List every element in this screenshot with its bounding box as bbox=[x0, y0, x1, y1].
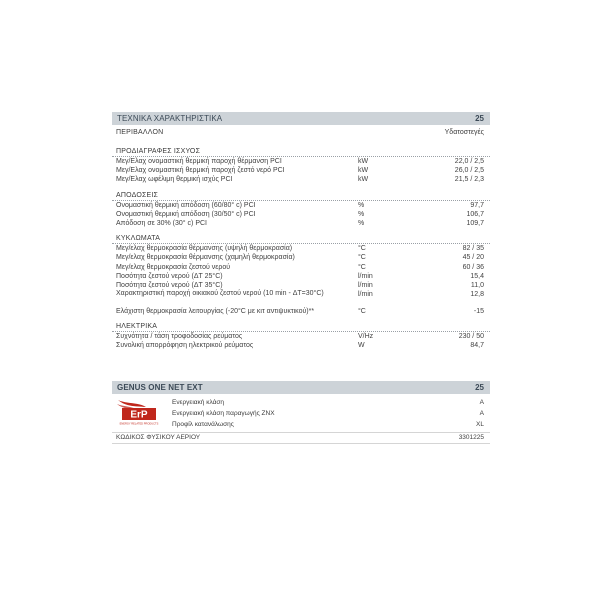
spec-value: -15 bbox=[473, 308, 484, 316]
spec-unit: °C bbox=[358, 308, 366, 316]
spec-value: 230 / 50 bbox=[458, 333, 484, 341]
spec-row bbox=[112, 341, 490, 350]
tech-specs-column: 25 bbox=[475, 114, 484, 123]
spec-label: Μεγ/Ελαχ ονομαστική θερμική παροχή θέρμανση PCI bbox=[116, 158, 282, 165]
spec-unit: l/min bbox=[358, 281, 373, 289]
erp-row bbox=[172, 397, 490, 408]
erp-label: Προφίλ κατανάλωσης bbox=[172, 420, 234, 428]
erp-header bbox=[112, 381, 490, 394]
erp-value: A bbox=[479, 398, 484, 406]
erp-column: 25 bbox=[475, 382, 484, 392]
spec-unit: °C bbox=[358, 263, 366, 271]
spec-row bbox=[112, 244, 490, 253]
spec-label: Ποσότητα ζεστού νερού (ΔT 35°C) bbox=[116, 281, 223, 289]
section-title: ΠΡΟΔΙΑΓΡΑΦΕΣ ΙΣΧΥΟΣ bbox=[116, 148, 201, 155]
spec-label: Συχνότητα / τάση τροφοδοσίας ρεύματος bbox=[116, 333, 243, 341]
spec-value: 82 / 35 bbox=[462, 245, 484, 253]
spec-unit: l/min bbox=[358, 291, 373, 299]
spec-value: 11,0 bbox=[470, 281, 484, 289]
spec-row bbox=[112, 272, 490, 281]
spec-row bbox=[112, 157, 490, 166]
spec-unit: °C bbox=[358, 245, 366, 253]
gas-code-value: 3301225 bbox=[458, 433, 484, 441]
spec-row bbox=[112, 263, 490, 272]
spec-row bbox=[112, 201, 490, 210]
environment-value: Υδατοστεγές bbox=[444, 129, 484, 136]
spec-value: 12,8 bbox=[470, 291, 484, 299]
section-heading bbox=[112, 191, 490, 201]
spec-label: Μεγ/ελαχ θερμοκρασία θέρμανσης (υψηλή θερμοκρασία) bbox=[116, 245, 293, 253]
spec-unit: l/min bbox=[358, 272, 373, 280]
erp-label: Ενεργειακή κλάση παραγωγής ZNX bbox=[172, 409, 275, 417]
tech-specs-title: ΤΕΧΝΙΚΑ ΧΑΡΑΚΤΗΡΙΣΤΙΚΑ bbox=[117, 114, 223, 123]
spec-unit: V/Hz bbox=[358, 333, 374, 341]
spec-unit: % bbox=[358, 210, 365, 218]
environment-label: ΠΕΡΙΒΑΛΛΟΝ bbox=[116, 129, 164, 136]
erp-row bbox=[172, 408, 490, 419]
spec-row bbox=[112, 219, 490, 228]
spec-row bbox=[112, 175, 490, 184]
spec-row bbox=[112, 290, 490, 307]
spec-row bbox=[112, 307, 490, 316]
spec-row bbox=[112, 166, 490, 175]
spec-unit: kW bbox=[358, 176, 369, 184]
section-heading bbox=[112, 322, 490, 332]
spec-label: Μεγ/ελαχ θερμοκρασία ζεστού νερού bbox=[116, 263, 231, 271]
spec-label: Μεγ/ελαχ θερμοκρασία θέρμανσης (χαμηλή θερμοκρασία) bbox=[116, 254, 295, 262]
erp-row bbox=[172, 419, 490, 430]
erp-logo-subtext: ENERGY RELATED PRODUCTS bbox=[119, 422, 159, 426]
spec-value: 106,7 bbox=[466, 210, 484, 218]
spec-label: Απόδοση σε 30% (30° c) PCI bbox=[116, 219, 207, 227]
spec-row bbox=[112, 332, 490, 341]
spec-value: 21,5 / 2,3 bbox=[454, 176, 484, 184]
erp-block bbox=[112, 394, 490, 432]
spec-label: Ποσότητα ζεστού νερού (ΔT 25°C) bbox=[116, 272, 223, 280]
spec-label: Χαρακτηριστική παροχή οικιακού ζεστού νερού (10 min - ΔT=30°C) bbox=[116, 290, 324, 298]
tech-specs-header bbox=[112, 112, 490, 125]
erp-logo-icon bbox=[116, 398, 160, 426]
spec-value: 22,0 / 2,5 bbox=[454, 158, 484, 165]
spec-row bbox=[112, 210, 490, 219]
spec-unit: kW bbox=[358, 158, 369, 165]
spec-unit: kW bbox=[358, 167, 369, 175]
spec-label: Ονομαστική θερμική απόδοση (30/50° c) PCI bbox=[116, 210, 256, 218]
section-title: ΗΛΕΚΤΡΙΚΑ bbox=[116, 323, 158, 331]
spec-label: Συνολική απορρόφηση ηλεκτρικού ρεύματος bbox=[116, 342, 254, 350]
gas-code-row bbox=[112, 432, 490, 444]
erp-value: XL bbox=[476, 420, 484, 428]
erp-value: A bbox=[479, 409, 484, 417]
spec-value: 84,7 bbox=[470, 342, 484, 350]
spec-label: Μεγ/Ελαχ ονομαστική θερμική παροχή ζεστό νερό PCI bbox=[116, 167, 285, 175]
spec-sheet bbox=[112, 112, 490, 444]
spec-row bbox=[112, 281, 490, 290]
spec-value: 109,7 bbox=[466, 219, 484, 227]
section-title: ΑΠΟΔΟΣΕΙΣ bbox=[116, 191, 159, 199]
spec-value: 45 / 20 bbox=[462, 254, 484, 262]
erp-title: GENUS ONE NET EXT bbox=[117, 382, 203, 392]
spec-row bbox=[112, 253, 490, 262]
spec-label: Ονομαστική θερμική απόδοση (60/80° c) PCI bbox=[116, 201, 256, 209]
spec-unit: % bbox=[358, 219, 365, 227]
spec-unit: % bbox=[358, 201, 365, 209]
spec-value: 26,0 / 2,5 bbox=[454, 167, 484, 175]
spec-label: Μεγ/Ελαχ ωφέλιμη θερμική ισχύς PCI bbox=[116, 176, 233, 184]
spec-value: 15,4 bbox=[470, 272, 484, 280]
gas-code-label: ΚΩΔΙΚΟΣ ΦΥΣΙΚΟΥ ΑΕΡΙΟΥ bbox=[116, 433, 201, 441]
spec-unit: W bbox=[358, 342, 365, 350]
spec-label: Ελάχιστη θερμοκρασία λειτουργίας (-20°C με κιτ αντιψυκτικού)** bbox=[116, 308, 315, 316]
section-title: ΚΥΚΛΩΜΑΤΑ bbox=[116, 235, 161, 243]
erp-logo-text: ErP bbox=[130, 409, 148, 421]
spec-unit: °C bbox=[358, 254, 366, 262]
section-heading bbox=[112, 234, 490, 244]
erp-label: Ενεργειακή κλάση bbox=[172, 398, 224, 406]
section-heading bbox=[112, 147, 490, 157]
spec-value: 97,7 bbox=[470, 201, 484, 209]
environment-row bbox=[112, 127, 490, 139]
spec-value: 60 / 36 bbox=[462, 263, 484, 271]
